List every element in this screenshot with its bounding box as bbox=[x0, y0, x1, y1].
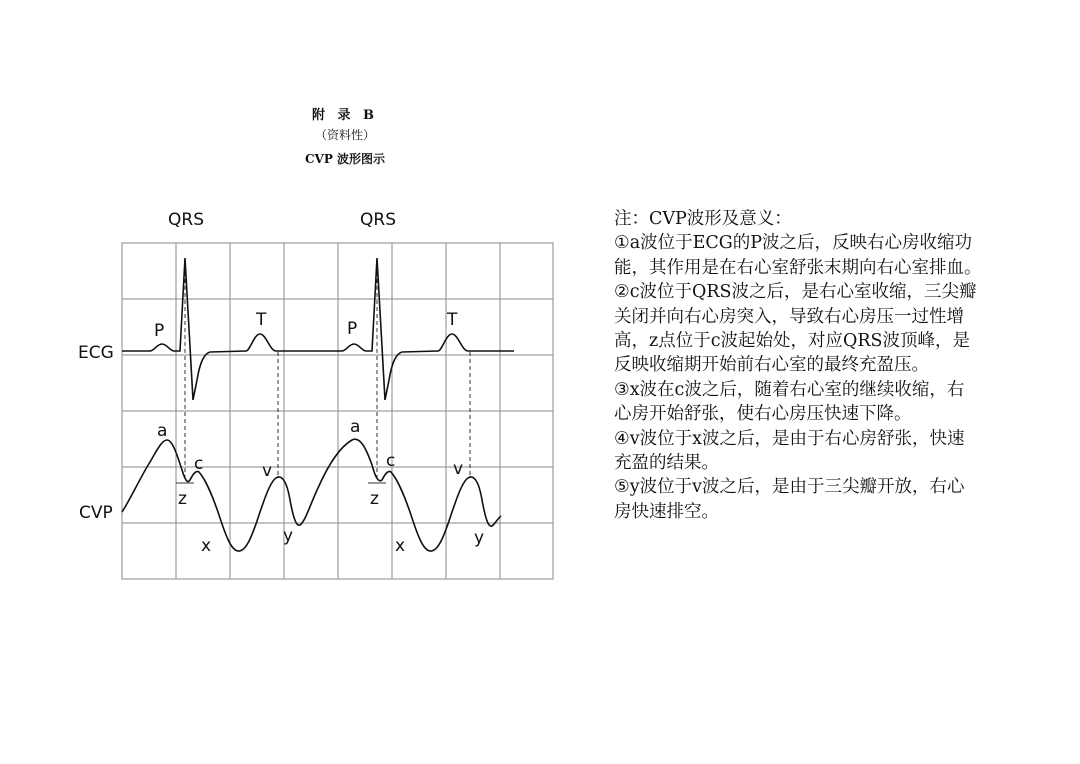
note-line: ④v波位于x波之后，是由于右心房舒张，快速 bbox=[614, 428, 965, 449]
z-label-2: z bbox=[370, 489, 379, 509]
a-label-2: a bbox=[350, 417, 361, 437]
x-label-2: x bbox=[395, 536, 406, 556]
note-line: ⑤y波位于v波之后，是由于三尖瓣开放，右心 bbox=[614, 477, 965, 498]
c-label-2: c bbox=[386, 451, 396, 471]
note-line: 关闭并向右心房突入，导致右心房压一过性增 bbox=[614, 306, 964, 327]
notes-block bbox=[614, 207, 1054, 524]
note-line: 心房开始舒张，使右心房压快速下降。 bbox=[614, 404, 912, 425]
appendix-heading: 附 录 B bbox=[311, 108, 379, 123]
y-label-2: y bbox=[474, 528, 485, 548]
appendix-subtitle: （资料性） bbox=[314, 128, 375, 142]
note-line: ②c波位于QRS波之后，是右心室收缩，三尖瓣 bbox=[614, 282, 977, 303]
note-line: 反映收缩期开始前右心室的最终充盈压。 bbox=[614, 355, 929, 376]
a-label-1: a bbox=[157, 421, 168, 441]
c-label-1: c bbox=[194, 454, 204, 474]
dashed-guides bbox=[185, 258, 470, 482]
figure-title: CVP 波形图示 bbox=[304, 152, 386, 166]
note-line: 注：CVP波形及意义： bbox=[614, 209, 792, 229]
ecg-axis-label: ECG bbox=[78, 343, 114, 363]
z-label-1: z bbox=[178, 489, 187, 509]
note-line: 能，其作用是在右心室舒张末期向右心室排血。 bbox=[614, 257, 982, 278]
cvp-ecg-diagram bbox=[70, 200, 560, 590]
t-label-2: T bbox=[447, 310, 458, 330]
note-line: ①a波位于ECG的P波之后，反映右心房收缩功 bbox=[614, 233, 973, 254]
v-label-2: v bbox=[453, 459, 464, 479]
p-label-2: P bbox=[347, 319, 358, 339]
x-label-1: x bbox=[201, 536, 212, 556]
qrs-label-2: QRS bbox=[360, 210, 396, 230]
v-label-1: v bbox=[262, 461, 273, 481]
note-line: 充盈的结果。 bbox=[614, 453, 719, 474]
y-label-1: y bbox=[283, 526, 294, 546]
t-label-1: T bbox=[256, 310, 267, 330]
cvp-axis-label: CVP bbox=[79, 503, 113, 523]
qrs-label-1: QRS bbox=[168, 210, 204, 230]
note-line: 房快速排空。 bbox=[614, 501, 719, 522]
p-label-1: P bbox=[154, 321, 165, 341]
note-line: ③x波在c波之后，随着右心室的继续收缩，右 bbox=[614, 379, 965, 400]
note-line: 高，z点位于c波起始处，对应QRS波顶峰，是 bbox=[614, 331, 971, 352]
